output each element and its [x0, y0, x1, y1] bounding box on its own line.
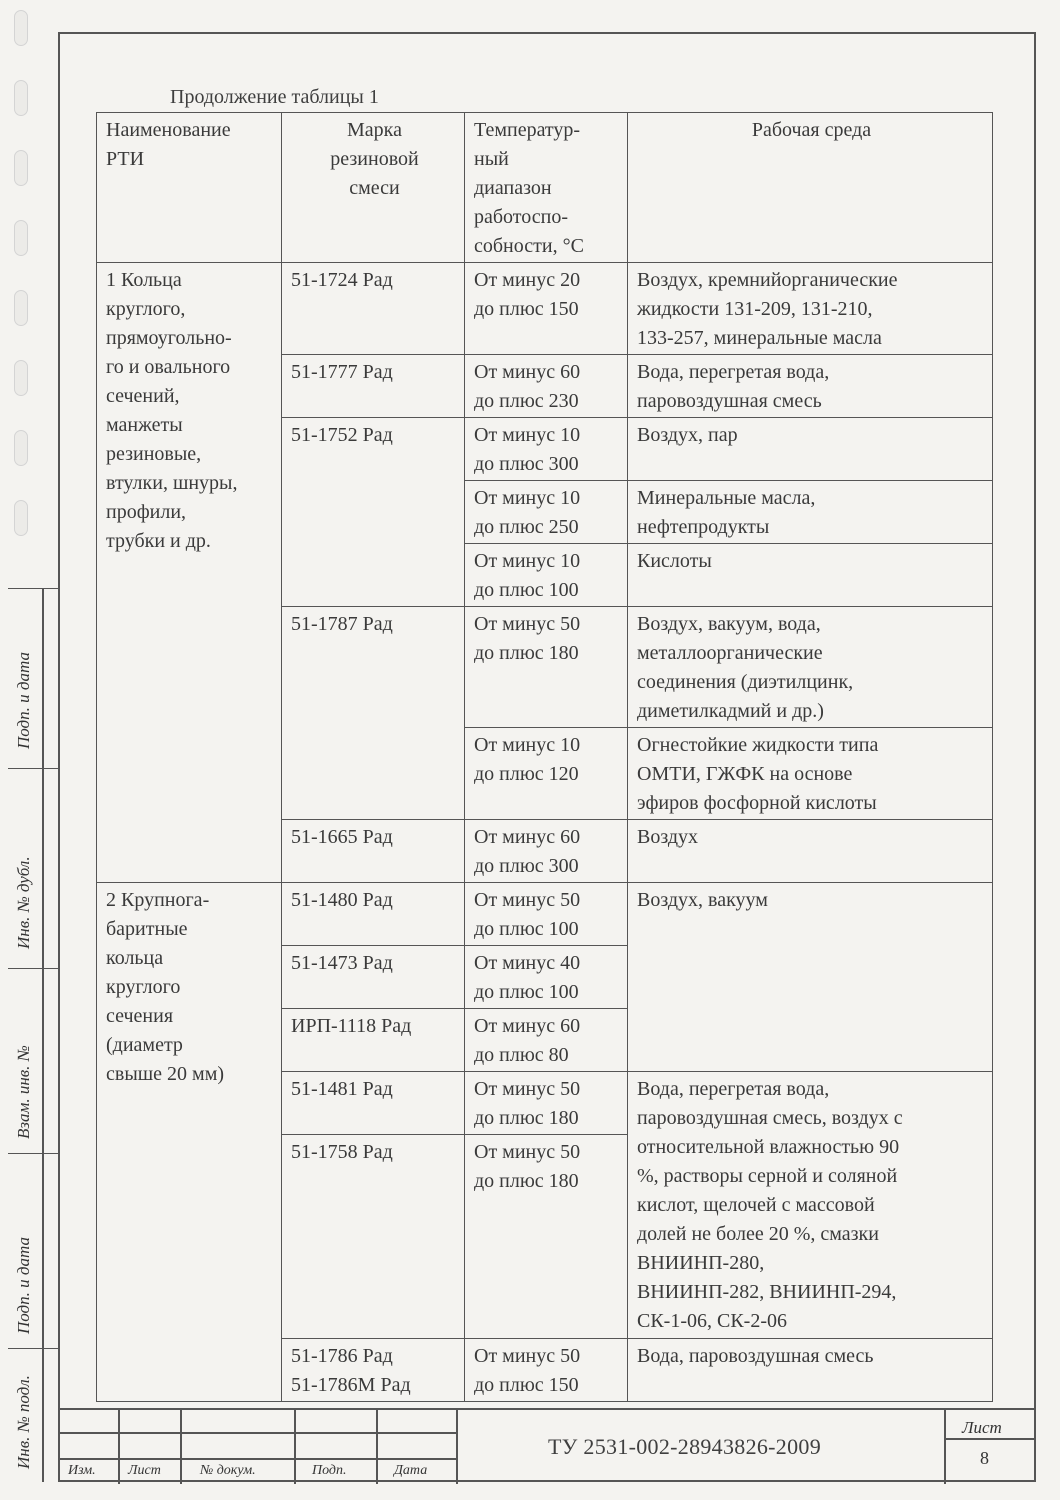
punch-hole: [14, 500, 28, 536]
temp-cell: От минус 20 до плюс 150: [465, 263, 628, 355]
temp-cell: От минус 60 до плюс 230: [465, 355, 628, 418]
document-code: ТУ 2531-002-28943826-2009: [548, 1434, 821, 1459]
temp-cell: От минус 40 до плюс 100: [465, 946, 628, 1009]
brand-cell: 51-1787 Рад: [282, 607, 465, 820]
brand-cell: 51-1758 Рад: [282, 1135, 465, 1339]
header-name: Наименование РТИ: [97, 113, 282, 263]
temp-cell: От минус 10 до плюс 120: [465, 728, 628, 820]
tb-label-list: Лист: [128, 1463, 161, 1478]
table-row: [97, 263, 993, 355]
punch-hole: [14, 150, 28, 186]
temp-cell: От минус 50 до плюс 150: [465, 1339, 628, 1402]
temp-cell: От минус 50 до плюс 180: [465, 1072, 628, 1135]
tb-label-doc-num: № докум.: [200, 1463, 256, 1478]
medium-cell: Вода, паровоздушная смесь: [628, 1339, 993, 1402]
temp-cell: От минус 10 до плюс 300: [465, 418, 628, 481]
spec-table: [96, 112, 992, 1396]
medium-cell: Минеральные масла, нефтепродукты: [628, 481, 993, 544]
brand-cell: ИРП-1118 Рад: [282, 1009, 465, 1072]
tb-line: [944, 1438, 1036, 1440]
tb-line: [376, 1410, 378, 1484]
medium-cell: Воздух, вакуум, вода, металлоорганические соединения (диэтилцинк, диметилкадмий и др.): [628, 607, 993, 728]
side-label-replace-inv: Взам. инв. №: [14, 1045, 33, 1139]
brand-cell: 51-1480 Рад: [282, 883, 465, 946]
side-label-orig-inv: Инв. № подл.: [14, 1375, 33, 1469]
tb-line: [180, 1410, 182, 1484]
brand-cell: 51-1752 Рад: [282, 418, 465, 607]
medium-cell: Воздух, кремнийорганические жидкости 131-209, 131-210, 133-257, минеральные масла: [628, 263, 993, 355]
header-medium: Рабочая среда: [628, 113, 993, 263]
tb-line: [294, 1410, 296, 1484]
side-label-dup-inv: Инв. № дубл.: [14, 856, 33, 949]
punch-hole: [14, 360, 28, 396]
tb-label-date: Дата: [394, 1463, 428, 1478]
tb-label-izm: Изм.: [68, 1463, 96, 1478]
brand-cell: 51-1665 Рад: [282, 820, 465, 883]
tb-line: [944, 1410, 946, 1484]
temp-cell: От минус 50 до плюс 100: [465, 883, 628, 946]
temp-cell: От минус 10 до плюс 250: [465, 481, 628, 544]
punch-hole: [14, 290, 28, 326]
temp-cell: От минус 60 до плюс 80: [465, 1009, 628, 1072]
brand-cell: 51-1724 Рад: [282, 263, 465, 355]
punch-hole: [14, 220, 28, 256]
side-cell: [8, 1348, 60, 1482]
tb-label-sign: Подп.: [312, 1463, 347, 1478]
table-caption: Продолжение таблицы 1: [170, 86, 379, 108]
brand-cell: 51-1777 Рад: [282, 355, 465, 418]
temp-cell: От минус 60 до плюс 300: [465, 820, 628, 883]
group-name-cell: 2 Крупнога- баритные кольца круглого сечения (диаметр свыше 20 мм): [97, 883, 282, 1402]
temp-cell: От минус 50 до плюс 180: [465, 1135, 628, 1339]
side-cell: [8, 1153, 60, 1348]
side-stamp-strip: [8, 588, 60, 1482]
punch-hole: [14, 10, 28, 46]
medium-cell: Воздух, вакуум: [628, 883, 993, 1072]
side-label-sign-date-top: Подп. и дата: [14, 652, 33, 749]
medium-cell: Кислоты: [628, 544, 993, 607]
medium-cell: Вода, перегретая вода, паровоздушная смесь: [628, 355, 993, 418]
medium-cell: Огнестойкие жидкости типа ОМТИ, ГЖФК на основе эфиров фосфорной кислоты: [628, 728, 993, 820]
temp-cell: От минус 50 до плюс 180: [465, 607, 628, 728]
brand-cell: 51-1786 Рад 51-1786М Рад: [282, 1339, 465, 1402]
side-cell: [8, 968, 60, 1153]
title-block: [58, 1408, 1036, 1482]
medium-cell: Воздух, пар: [628, 418, 993, 481]
brand-cell: 51-1481 Рад: [282, 1072, 465, 1135]
side-cell: [8, 768, 60, 968]
group-name-cell: 1 Кольца круглого, прямоугольно- го и овального сечений, манжеты резиновые, втулки, шнуры, профили, трубки и др.: [97, 263, 282, 883]
tb-line: [456, 1410, 458, 1484]
table-row: [97, 883, 993, 946]
punch-hole: [14, 80, 28, 116]
tb-line: [118, 1410, 120, 1484]
header-temp: Температур- ный диапазон работоспо- собности, °С: [465, 113, 628, 263]
temp-cell: От минус 10 до плюс 100: [465, 544, 628, 607]
sheet-label: Лист: [962, 1418, 1002, 1437]
brand-cell: 51-1473 Рад: [282, 946, 465, 1009]
punch-hole: [14, 430, 28, 466]
header-brand: Марка резиновой смеси: [282, 113, 465, 263]
medium-cell: Воздух: [628, 820, 993, 883]
side-cell: [8, 588, 60, 768]
side-label-sign-date: Подп. и дата: [14, 1237, 33, 1334]
table-header-row: [97, 113, 993, 263]
sheet-number: 8: [980, 1448, 989, 1468]
medium-cell: Вода, перегретая вода, паровоздушная смесь, воздух с относительной влажностью 90 %, растворы серной и соляной кислот, щелочей с массовой долей не более 20 %, смазки ВНИИНП-280, ВНИИНП-282, ВНИИНП-294, СК-1-06, СК-2-06: [628, 1072, 993, 1339]
